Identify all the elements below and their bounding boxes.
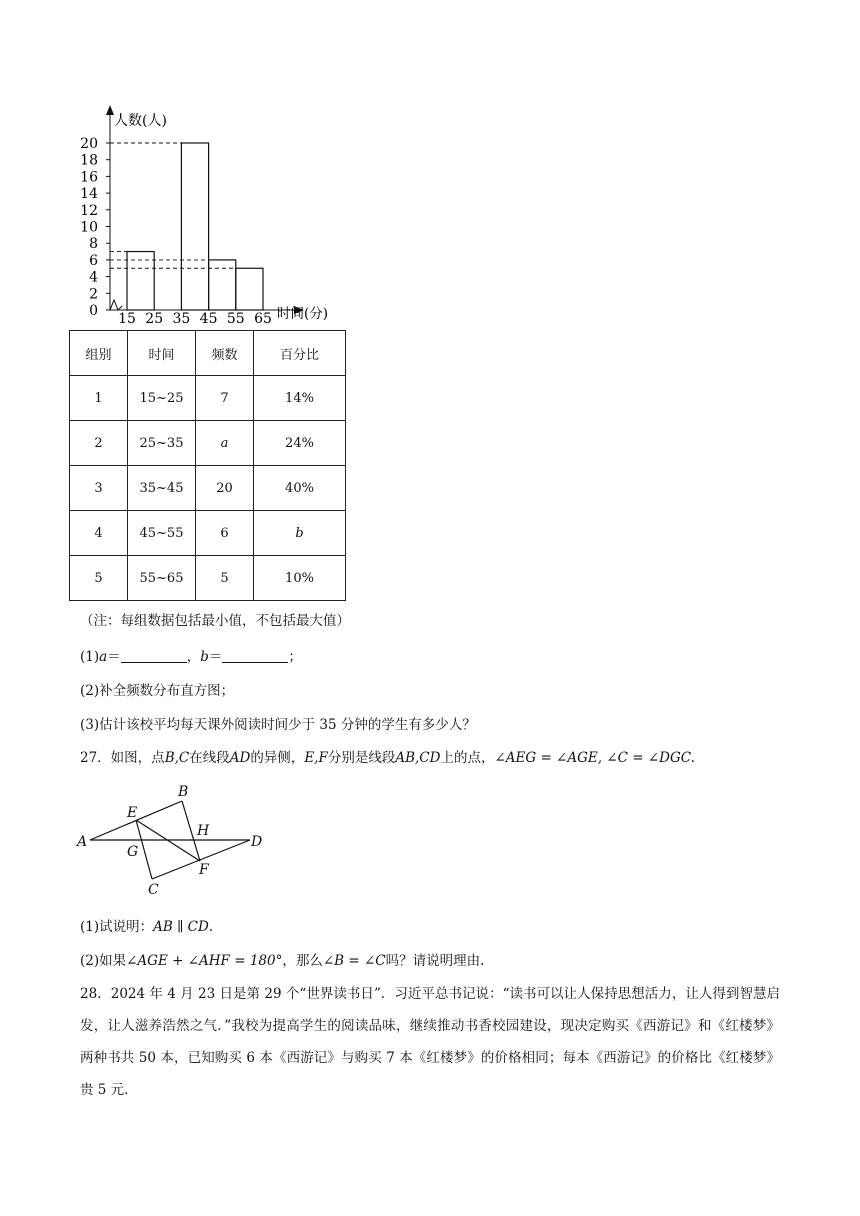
- table-header-cell: 时间: [128, 331, 196, 376]
- point-label-e: E: [127, 805, 138, 821]
- table-cell: 45~55: [128, 511, 196, 556]
- table-cell: 6: [196, 511, 254, 556]
- point-label-a: A: [77, 834, 88, 850]
- table-row: [70, 556, 346, 601]
- point-label-f: F: [199, 862, 209, 878]
- x-tick-label: 45: [199, 311, 218, 325]
- y-tick-label: 0: [89, 303, 98, 319]
- question-1: (1)a＝ ，b＝ ；: [80, 649, 302, 665]
- table-row: [70, 376, 346, 421]
- problem-27-statement: 27．如图，点B,C在线段AD的异侧，E,F分别是线段AB,CD上的点，∠AEG = ∠AGE, ∠C = ∠DGC.: [80, 750, 695, 766]
- table-cell: 55~65: [128, 556, 196, 601]
- table-cell: 4: [70, 511, 128, 556]
- answer-blank-b[interactable]: [222, 648, 288, 663]
- frequency-table: [69, 330, 346, 601]
- x-axis-label: 时间(分): [277, 306, 329, 322]
- y-tick-label: 18: [80, 152, 98, 169]
- table-cell: 15~25: [128, 376, 196, 421]
- y-tick-label: 20: [80, 136, 98, 152]
- point-label-b: B: [178, 784, 189, 800]
- table-cell: 24%: [254, 421, 346, 466]
- y-tick-label: 2: [89, 286, 98, 303]
- y-tick-label: 14: [80, 186, 98, 203]
- table-cell: 25~35: [128, 421, 196, 466]
- table-header-row: [70, 331, 346, 376]
- point-label-d: D: [251, 834, 263, 850]
- table-cell: 14%: [254, 376, 346, 421]
- table-row: [70, 511, 346, 556]
- x-tick-label: 55: [226, 311, 245, 325]
- x-tick-label: 65: [254, 311, 272, 325]
- x-tick-label: 15: [118, 311, 136, 325]
- frequency-histogram: [70, 95, 360, 325]
- y-tick-label: 8: [89, 236, 98, 253]
- table-cell: 35~45: [128, 466, 196, 511]
- table-cell: 40%: [254, 466, 346, 511]
- y-axis-label: 人数(人): [114, 113, 167, 129]
- table-cell: 1: [70, 376, 128, 421]
- table-header-cell: 频数: [196, 331, 254, 376]
- answer-blank-a[interactable]: [121, 648, 187, 663]
- table-cell: 3: [70, 466, 128, 511]
- table-header-cell: 组别: [70, 331, 128, 376]
- y-tick-label: 6: [89, 252, 98, 269]
- table-cell: b: [254, 511, 346, 556]
- y-tick-label: 4: [89, 269, 98, 286]
- point-label-h: H: [197, 823, 210, 839]
- table-header-cell: 百分比: [254, 331, 346, 376]
- table-cell: 5: [70, 556, 128, 601]
- y-tick-label: 12: [80, 202, 98, 219]
- histogram-bar: [209, 260, 236, 310]
- table-row: [70, 466, 346, 511]
- y-axis-arrow: [106, 105, 114, 115]
- table-note: （注：每组数据包括最小值，不包括最大值）: [80, 613, 350, 629]
- table-cell: 10%: [254, 556, 346, 601]
- histogram-bar: [181, 143, 208, 310]
- question-3: (3)估计该校平均每天课外阅读时间少于 35 分钟的学生有多少人？: [80, 717, 476, 733]
- table-cell: 2: [70, 421, 128, 466]
- point-label-g: G: [127, 844, 139, 860]
- x-tick-label: 25: [145, 311, 164, 325]
- problem-27-question-2: (2)如果∠AGE + ∠AHF = 180°，那么∠B = ∠C吗？请说明理由.: [80, 953, 485, 969]
- point-label-c: C: [148, 882, 159, 898]
- y-tick-label: 10: [80, 219, 98, 236]
- geometry-figure: [72, 780, 272, 900]
- y-tick-label: 16: [80, 169, 98, 186]
- axis-break-mark: [110, 300, 122, 310]
- table-cell: 20: [196, 466, 254, 511]
- problem-27-question-1: (1)试说明：AB ∥ CD.: [80, 919, 214, 935]
- histogram-bar: [236, 268, 263, 310]
- problem-28-statement: 28．2024 年 4 月 23 日是第 29 个“世界读书日”．习近平总书记说：“读书可以让人保持思想活力，让人得到智慧启发，让人滋养浩然之气．”我校为提高学生的阅读品味，继续推动书香校园建设，现决定购买《西游记》和《红楼梦》两种书共 50 本，已知购买 6 本《西游记》与购买 7 本《红楼梦》的价格相同；每本《西游记》的价格比《红楼梦》贵 5 元．: [80, 986, 780, 1098]
- table-cell: 7: [196, 376, 254, 421]
- x-tick-label: 35: [172, 311, 191, 325]
- table-cell: 5: [196, 556, 254, 601]
- table-row: [70, 421, 346, 466]
- question-2: (2)补全频数分布直方图；: [80, 683, 235, 699]
- table-cell: a: [196, 421, 254, 466]
